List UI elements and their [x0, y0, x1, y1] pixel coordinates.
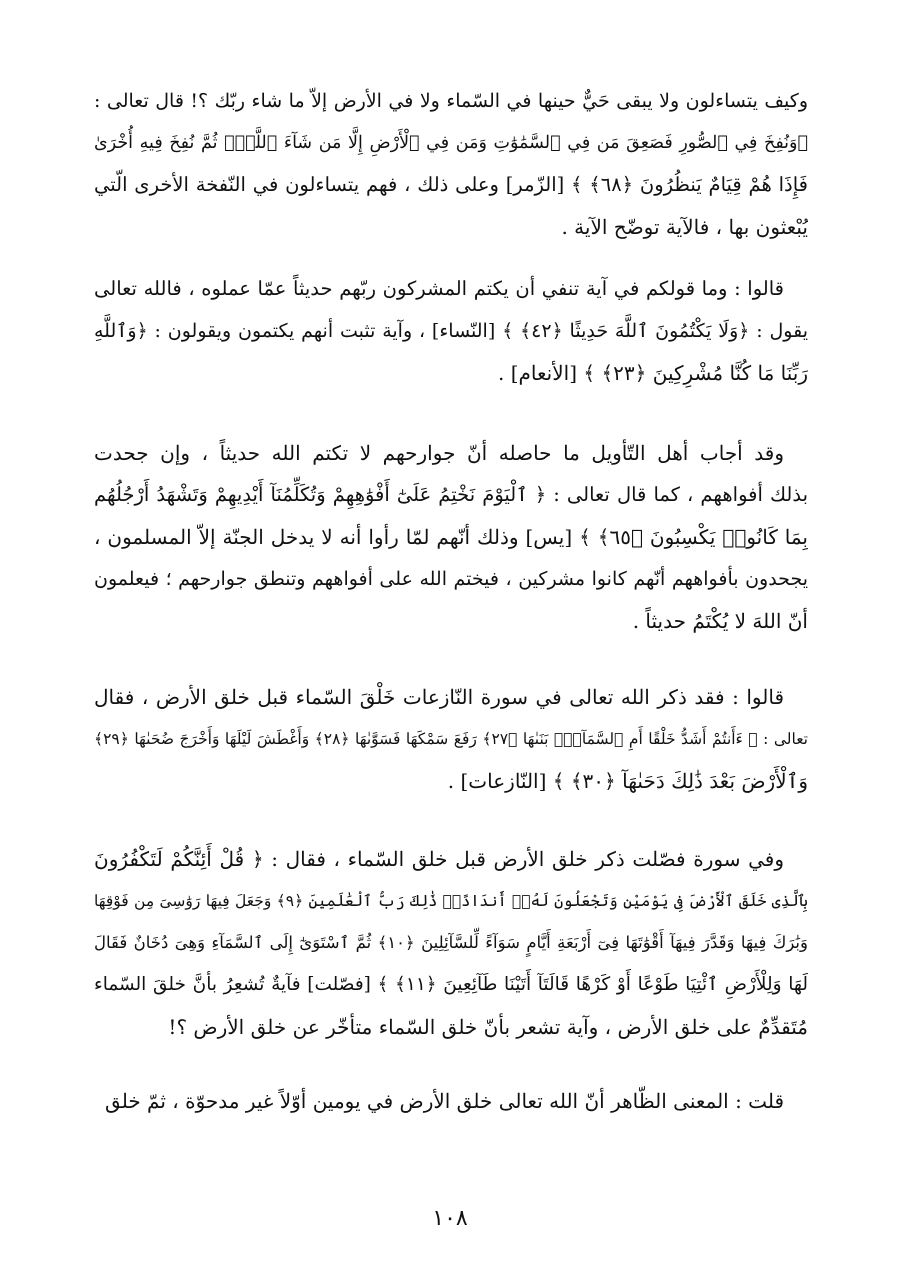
text-line: وكيف يتساءلون ولا يبقى حَيٌّ حينها في السّماء ولا في الأرض إلاّ ما شاء ربّك ؟! قال تعالى : [94, 90, 808, 112]
paragraph-2 [94, 268, 808, 394]
quran-verse-line: وَبَٰرَكَ فِيهَا وَقَدَّرَ فِيهَآ أَقْوَٰتَهَا فِىٓ أَرْبَعَةِ أَيَّامٍ سَوَآءً لِّلسَّآئِلِينَ ﴿١٠﴾ ثُمَّ ٱسْتَوَىٰٓ إِلَى ٱلسَّمَآءِ وَهِىَ دُخَانٌ فَقَالَ [94, 933, 808, 952]
paragraph-4 [94, 676, 808, 802]
text-line: لَهَا وَلِلْأَرْضِ ٱئْتِيَا طَوْعًا أَوْ كَرْهًا قَالَتَآ أَتَيْنَا طَآئِعِينَ ﴿١١﴾ ﴾ [فصّلت] فآيةٌ تُشعِرُ بأنَّ خلقَ السّماء [94, 974, 808, 995]
text-line: وقد أجاب أهل التّأويل ما حاصله أنّ جوارحهم لا تكتم الله حديثاً ، وإن جحدت [94, 441, 784, 465]
quran-verse-line: ﴿وَنُفِخَ فِي ٱلصُّورِ فَصَعِقَ مَن فِي ٱلسَّمَٰوَٰتِ وَمَن فِي ٱلْأَرْضِ إِلَّا مَن شَآءَ ٱللَّهُۖ ثُمَّ نُفِخَ فِيهِ أُخْرَىٰ [94, 133, 808, 153]
text-line: أنّ اللهَ لا يُكْتَمُ حديثاً . [632, 609, 808, 633]
text-line: قالوا : وما قولكم في آية تنفي أن يكتم المشركون ربّهم حديثاً عمّا عملوه ، فالله تعالى [94, 277, 784, 300]
text-line: مُتَقدِّمٌ على خلق الأرض ، وآية تشعر بأنّ خلق السّماء متأخّر عن خلق الأرض ؟! [168, 1015, 808, 1039]
text-line: يُبْعثون بها ، فالآية توضّح الآية . [561, 215, 808, 239]
paragraph-6 [94, 1080, 808, 1122]
paragraph-1 [94, 80, 808, 248]
paragraph-3 [94, 432, 808, 642]
text-line: بذلك أفواههم ، كما قال تعالى : ﴿ ٱلْيَوْمَ نَخْتِمُ عَلَىٰٓ أَفْوَٰهِهِمْ وَتُكَلِّمُنَآ أَيْدِيهِمْ وَتَشْهَدُ أَرْجُلُهُم [94, 483, 808, 506]
page-number: ١٠٨ [432, 1206, 468, 1231]
text-line: بِمَا كَانُوا۟ يَكْسِبُونَ ﴿٦٥﴾ ﴾ [يس] وذلك أنّهم لمّا رأوا أنه لا يدخل الجنّة إلاّ المسلمون ، [94, 525, 808, 549]
text-line: قلت : المعنى الظّاهر أنّ الله تعالى خلق الأرض في يومين أوّلاً غير مدحوّة ، ثمّ خلق [105, 1089, 784, 1113]
text-line: فَإِذَا هُمْ قِيَامٌ يَنظُرُونَ ﴿٦٨﴾ ﴾ [الزّمر] وعلى ذلك ، فهم يتساءلون في النّفخة الأخرى الّتي [94, 173, 808, 196]
text-line: وفي سورة فصّلت ذكر خلق الأرض قبل خلق السّماء ، فقال : ﴿ قُلْ أَئِنَّكُمْ لَتَكْفُرُونَ [94, 847, 784, 871]
text-line: يقول : ﴿وَلَا يَكْتُمُونَ ٱللَّهَ حَدِيثًا ﴿٤٢﴾ ﴾ [النّساء] ، وآية تثبت أنهم يكتمون ويقولون : ﴿وَٱللَّهِ [94, 320, 808, 342]
paragraph-5 [94, 838, 808, 1048]
text-line: وَٱلْأَرْضَ بَعْدَ ذَٰلِكَ دَحَىٰهَآ ﴿٣٠﴾ ﴾ [النّازعات] . [447, 769, 808, 793]
text-line: قالوا : فقد ذكر الله تعالى في سورة النّازعات خَلْقَ السّماء قبل خلق الأرض ، فقال [94, 685, 784, 709]
text-line: يجحدون بأفواههم أنّهم كانوا مشركين ، فيختم الله على أفواههم وتنطق جوارحهم ؛ فيعلمون [94, 568, 808, 590]
text-line: رَبِّنَا مَا كُنَّا مُشْرِكِينَ ﴿٢٣﴾ ﴾ [الأنعام] . [498, 361, 808, 385]
quran-verse-line: بِٱلَّذِى خَلَقَ ٱلْأَرْضَ فِى يَوْمَيْنِ وَتَجْعَلُونَ لَهُۥٓ أَندَادًاۚ ذَٰلِكَ رَبُّ ٱلْعَٰلَمِينَ ﴿٩﴾ وَجَعَلَ فِيهَا رَوَٰسِىَ مِن فَوْقِهَا [94, 892, 808, 910]
quran-verse-line: تعالى : ﴿ ءَأَنتُمْ أَشَدُّ خَلْقًا أَمِ ٱلسَّمَآءُۚ بَنَىٰهَا ﴿٢٧﴾ رَفَعَ سَمْكَهَا فَسَوَّىٰهَا ﴿٢٨﴾ وَأَغْطَشَ لَيْلَهَا وَأَخْرَجَ ضُحَىٰهَا ﴿٢٩﴾ [94, 730, 808, 748]
